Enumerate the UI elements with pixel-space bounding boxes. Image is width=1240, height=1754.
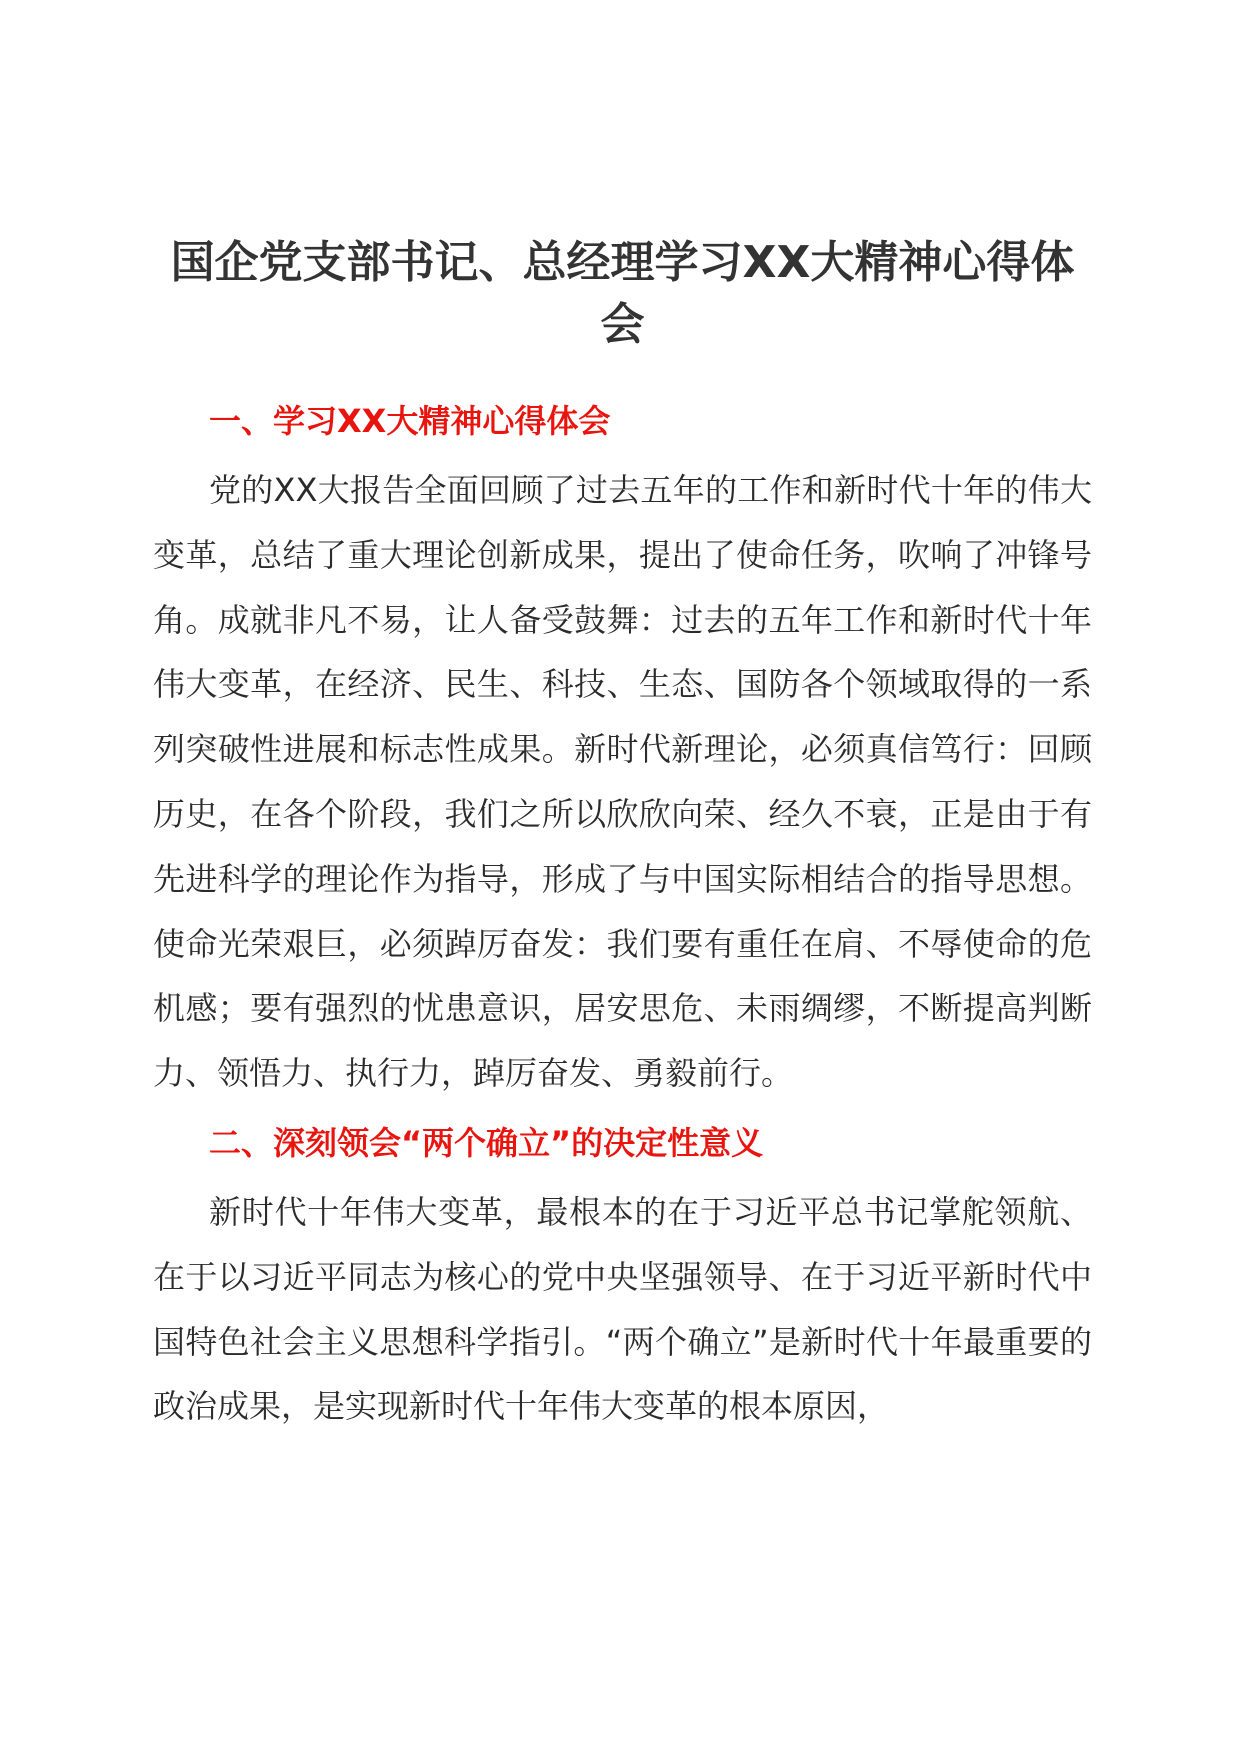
section-heading-2: 二、深刻领会“两个确立”的决定性意义 xyxy=(209,1123,764,1162)
document-title: 国企党支部书记、总经理学习XX大精神心得体会 xyxy=(170,237,1075,350)
section-paragraph-1: 党的XX大报告全面回顾了过去五年的工作和新时代十年的伟大变革，总结了重大理论创新成果，提出了使命任务，吹响了冲锋号角。成就非凡不易，让人备受鼓舞：过去的五年工作和新时代十年伟大变革，在经济、民生、科技、生态、国防各个领域取得的一系列突破性进展和标志性成果。新时代新理论，必须真信笃行：回顾历史，在各个阶段，我们之所以欣欣向荣、经久不衰，正是由于有先进科学的理论作为指导，形成了与中国实际相结合的指导思想。使命光荣艰巨，必须踔厉奋发：我们要有重任在肩、不辱使命的危机感；要有强烈的忧患意识，居安思危、未雨绸缪，不断提高判断力、领悟力、执行力，踔厉奋发、勇毅前行。 xyxy=(153,471,1092,1093)
section-paragraph-2: 新时代十年伟大变革，最根本的在于习近平总书记掌舵领航、在于以习近平同志为核心的党中央坚强领导、在于习近平新时代中国特色社会主义思想科学指引。“两个确立”是新时代十年最重要的政治成果，是实现新时代十年伟大变革的根本原因， xyxy=(153,1192,1092,1426)
section-heading-1: 一、学习XX大精神心得体会 xyxy=(209,402,611,440)
